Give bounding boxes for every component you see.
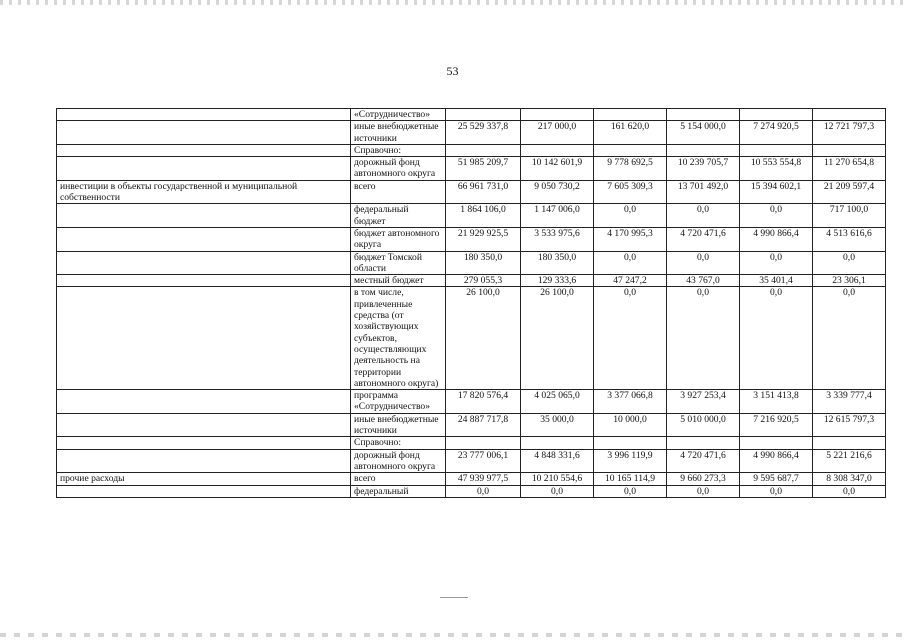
year-value-cell: 10 165 114,9 xyxy=(594,473,667,485)
direction-cell: прочие расходы xyxy=(57,473,351,485)
direction-cell xyxy=(57,204,351,228)
year-value-cell: 43 767,0 xyxy=(667,275,740,287)
year-value-cell: 0,0 xyxy=(521,485,594,497)
year-value-cell: 0,0 xyxy=(594,204,667,228)
source-cell: федеральный бюджет xyxy=(351,204,446,228)
total-value-cell: 25 529 337,8 xyxy=(446,121,521,145)
total-value-cell: 47 939 977,5 xyxy=(446,473,521,485)
direction-cell xyxy=(57,144,351,156)
direction-cell xyxy=(57,227,351,251)
total-value-cell: 1 864 106,0 xyxy=(446,204,521,228)
year-value-cell xyxy=(667,437,740,449)
year-value-cell: 0,0 xyxy=(740,485,813,497)
source-cell: программа «Сотрудничество» xyxy=(351,390,446,414)
year-value-cell xyxy=(740,144,813,156)
year-value-cell: 5 010 000,0 xyxy=(667,413,740,437)
source-cell: местный бюджет xyxy=(351,275,446,287)
year-value-cell: 26 100,0 xyxy=(521,287,594,390)
year-value-cell: 11 270 654,8 xyxy=(813,157,886,181)
direction-cell xyxy=(57,390,351,414)
year-value-cell: 10 553 554,8 xyxy=(740,157,813,181)
year-value-cell: 4 990 866,4 xyxy=(740,227,813,251)
year-value-cell xyxy=(594,109,667,121)
year-value-cell: 0,0 xyxy=(740,251,813,275)
source-cell: иные внебюджетные источники xyxy=(351,413,446,437)
year-value-cell: 0,0 xyxy=(740,204,813,228)
table-row xyxy=(57,473,886,485)
direction-cell xyxy=(57,287,351,390)
year-value-cell: 0,0 xyxy=(667,485,740,497)
total-value-cell: 51 985 209,7 xyxy=(446,157,521,181)
year-value-cell xyxy=(594,437,667,449)
year-value-cell: 180 350,0 xyxy=(521,251,594,275)
year-value-cell: 9 778 692,5 xyxy=(594,157,667,181)
year-value-cell: 7 605 309,3 xyxy=(594,180,667,204)
year-value-cell: 47 247,2 xyxy=(594,275,667,287)
year-value-cell: 0,0 xyxy=(667,287,740,390)
source-cell: иные внебюджетные источники xyxy=(351,121,446,145)
source-cell: бюджет Томской области xyxy=(351,251,446,275)
table-row xyxy=(57,180,886,204)
source-cell: всего xyxy=(351,473,446,485)
year-value-cell: 0,0 xyxy=(667,204,740,228)
direction-cell xyxy=(57,157,351,181)
year-value-cell: 0,0 xyxy=(594,251,667,275)
year-value-cell: 23 306,1 xyxy=(813,275,886,287)
year-value-cell: 10 142 601,9 xyxy=(521,157,594,181)
budget-table xyxy=(56,108,886,498)
total-value-cell: 24 887 717,8 xyxy=(446,413,521,437)
source-cell: всего xyxy=(351,180,446,204)
direction-cell: инвестиции в объекты государственной и муниципальной собственности xyxy=(57,180,351,204)
year-value-cell: 13 701 492,0 xyxy=(667,180,740,204)
source-cell: дорожный фонд автономного округа xyxy=(351,449,446,473)
year-value-cell xyxy=(813,144,886,156)
direction-cell xyxy=(57,251,351,275)
table-row xyxy=(57,144,886,156)
year-value-cell xyxy=(667,144,740,156)
direction-cell xyxy=(57,109,351,121)
year-value-cell: 10 239 705,7 xyxy=(667,157,740,181)
table-row xyxy=(57,109,886,121)
table-row xyxy=(57,413,886,437)
year-value-cell: 4 513 616,6 xyxy=(813,227,886,251)
year-value-cell: 10 000,0 xyxy=(594,413,667,437)
table-row xyxy=(57,121,886,145)
bottom-rule xyxy=(440,597,468,598)
year-value-cell: 21 209 597,4 xyxy=(813,180,886,204)
year-value-cell: 4 720 471,6 xyxy=(667,449,740,473)
year-value-cell: 8 308 347,0 xyxy=(813,473,886,485)
total-value-cell: 279 055,3 xyxy=(446,275,521,287)
year-value-cell: 9 050 730,2 xyxy=(521,180,594,204)
year-value-cell: 4 720 471,6 xyxy=(667,227,740,251)
total-value-cell: 26 100,0 xyxy=(446,287,521,390)
year-value-cell: 0,0 xyxy=(740,287,813,390)
year-value-cell: 10 210 554,6 xyxy=(521,473,594,485)
year-value-cell: 12 721 797,3 xyxy=(813,121,886,145)
year-value-cell: 4 025 065,0 xyxy=(521,390,594,414)
year-value-cell: 7 274 920,5 xyxy=(740,121,813,145)
scan-edge-bottom xyxy=(0,633,905,637)
year-value-cell: 717 100,0 xyxy=(813,204,886,228)
year-value-cell xyxy=(667,109,740,121)
year-value-cell xyxy=(740,109,813,121)
direction-cell xyxy=(57,121,351,145)
year-value-cell: 4 170 995,3 xyxy=(594,227,667,251)
year-value-cell xyxy=(813,109,886,121)
total-value-cell: 21 929 925,5 xyxy=(446,227,521,251)
year-value-cell: 3 533 975,6 xyxy=(521,227,594,251)
year-value-cell: 161 620,0 xyxy=(594,121,667,145)
year-value-cell: 9 595 687,7 xyxy=(740,473,813,485)
total-value-cell: 180 350,0 xyxy=(446,251,521,275)
year-value-cell: 7 216 920,5 xyxy=(740,413,813,437)
direction-cell xyxy=(57,413,351,437)
table-row xyxy=(57,437,886,449)
source-cell: дорожный фонд автономного округа xyxy=(351,157,446,181)
year-value-cell: 5 154 000,0 xyxy=(667,121,740,145)
year-value-cell xyxy=(521,109,594,121)
year-value-cell: 1 147 006,0 xyxy=(521,204,594,228)
total-value-cell xyxy=(446,144,521,156)
year-value-cell: 0,0 xyxy=(667,251,740,275)
table-body xyxy=(57,109,886,498)
year-value-cell: 3 151 413,8 xyxy=(740,390,813,414)
year-value-cell: 35 401,4 xyxy=(740,275,813,287)
year-value-cell: 5 221 216,6 xyxy=(813,449,886,473)
year-value-cell: 0,0 xyxy=(594,485,667,497)
total-value-cell xyxy=(446,437,521,449)
year-value-cell: 3 996 119,9 xyxy=(594,449,667,473)
year-value-cell: 4 990 866,4 xyxy=(740,449,813,473)
year-value-cell: 3 927 253,4 xyxy=(667,390,740,414)
table-row xyxy=(57,287,886,390)
year-value-cell: 15 394 602,1 xyxy=(740,180,813,204)
total-value-cell: 23 777 006,1 xyxy=(446,449,521,473)
table-row xyxy=(57,204,886,228)
year-value-cell: 217 000,0 xyxy=(521,121,594,145)
year-value-cell: 0,0 xyxy=(813,485,886,497)
table-row xyxy=(57,251,886,275)
year-value-cell: 129 333,6 xyxy=(521,275,594,287)
year-value-cell xyxy=(521,437,594,449)
total-value-cell: 17 820 576,4 xyxy=(446,390,521,414)
table-row xyxy=(57,449,886,473)
year-value-cell: 12 615 797,3 xyxy=(813,413,886,437)
direction-cell xyxy=(57,485,351,497)
total-value-cell: 0,0 xyxy=(446,485,521,497)
scan-edge-top xyxy=(0,0,905,5)
table-row xyxy=(57,275,886,287)
year-value-cell xyxy=(813,437,886,449)
source-cell: федеральный xyxy=(351,485,446,497)
source-cell: в том числе, привлеченные средства (от хозяйствующих субъектов, осуществляющих деятельность на территории автономного округа) xyxy=(351,287,446,390)
year-value-cell: 3 377 066,8 xyxy=(594,390,667,414)
year-value-cell xyxy=(740,437,813,449)
year-value-cell: 9 660 273,3 xyxy=(667,473,740,485)
source-cell: бюджет автономного округа xyxy=(351,227,446,251)
year-value-cell: 0,0 xyxy=(594,287,667,390)
source-cell: «Сотрудничество» xyxy=(351,109,446,121)
year-value-cell xyxy=(521,144,594,156)
year-value-cell xyxy=(594,144,667,156)
year-value-cell: 3 339 777,4 xyxy=(813,390,886,414)
source-cell: Справочно: xyxy=(351,437,446,449)
table-row xyxy=(57,485,886,497)
year-value-cell: 35 000,0 xyxy=(521,413,594,437)
table-row xyxy=(57,227,886,251)
table-row xyxy=(57,390,886,414)
total-value-cell: 66 961 731,0 xyxy=(446,180,521,204)
year-value-cell: 4 848 331,6 xyxy=(521,449,594,473)
page-number: 53 xyxy=(446,64,459,78)
direction-cell xyxy=(57,437,351,449)
source-cell: Справочно: xyxy=(351,144,446,156)
direction-cell xyxy=(57,449,351,473)
table-row xyxy=(57,157,886,181)
year-value-cell: 0,0 xyxy=(813,287,886,390)
direction-cell xyxy=(57,275,351,287)
total-value-cell xyxy=(446,109,521,121)
year-value-cell: 0,0 xyxy=(813,251,886,275)
